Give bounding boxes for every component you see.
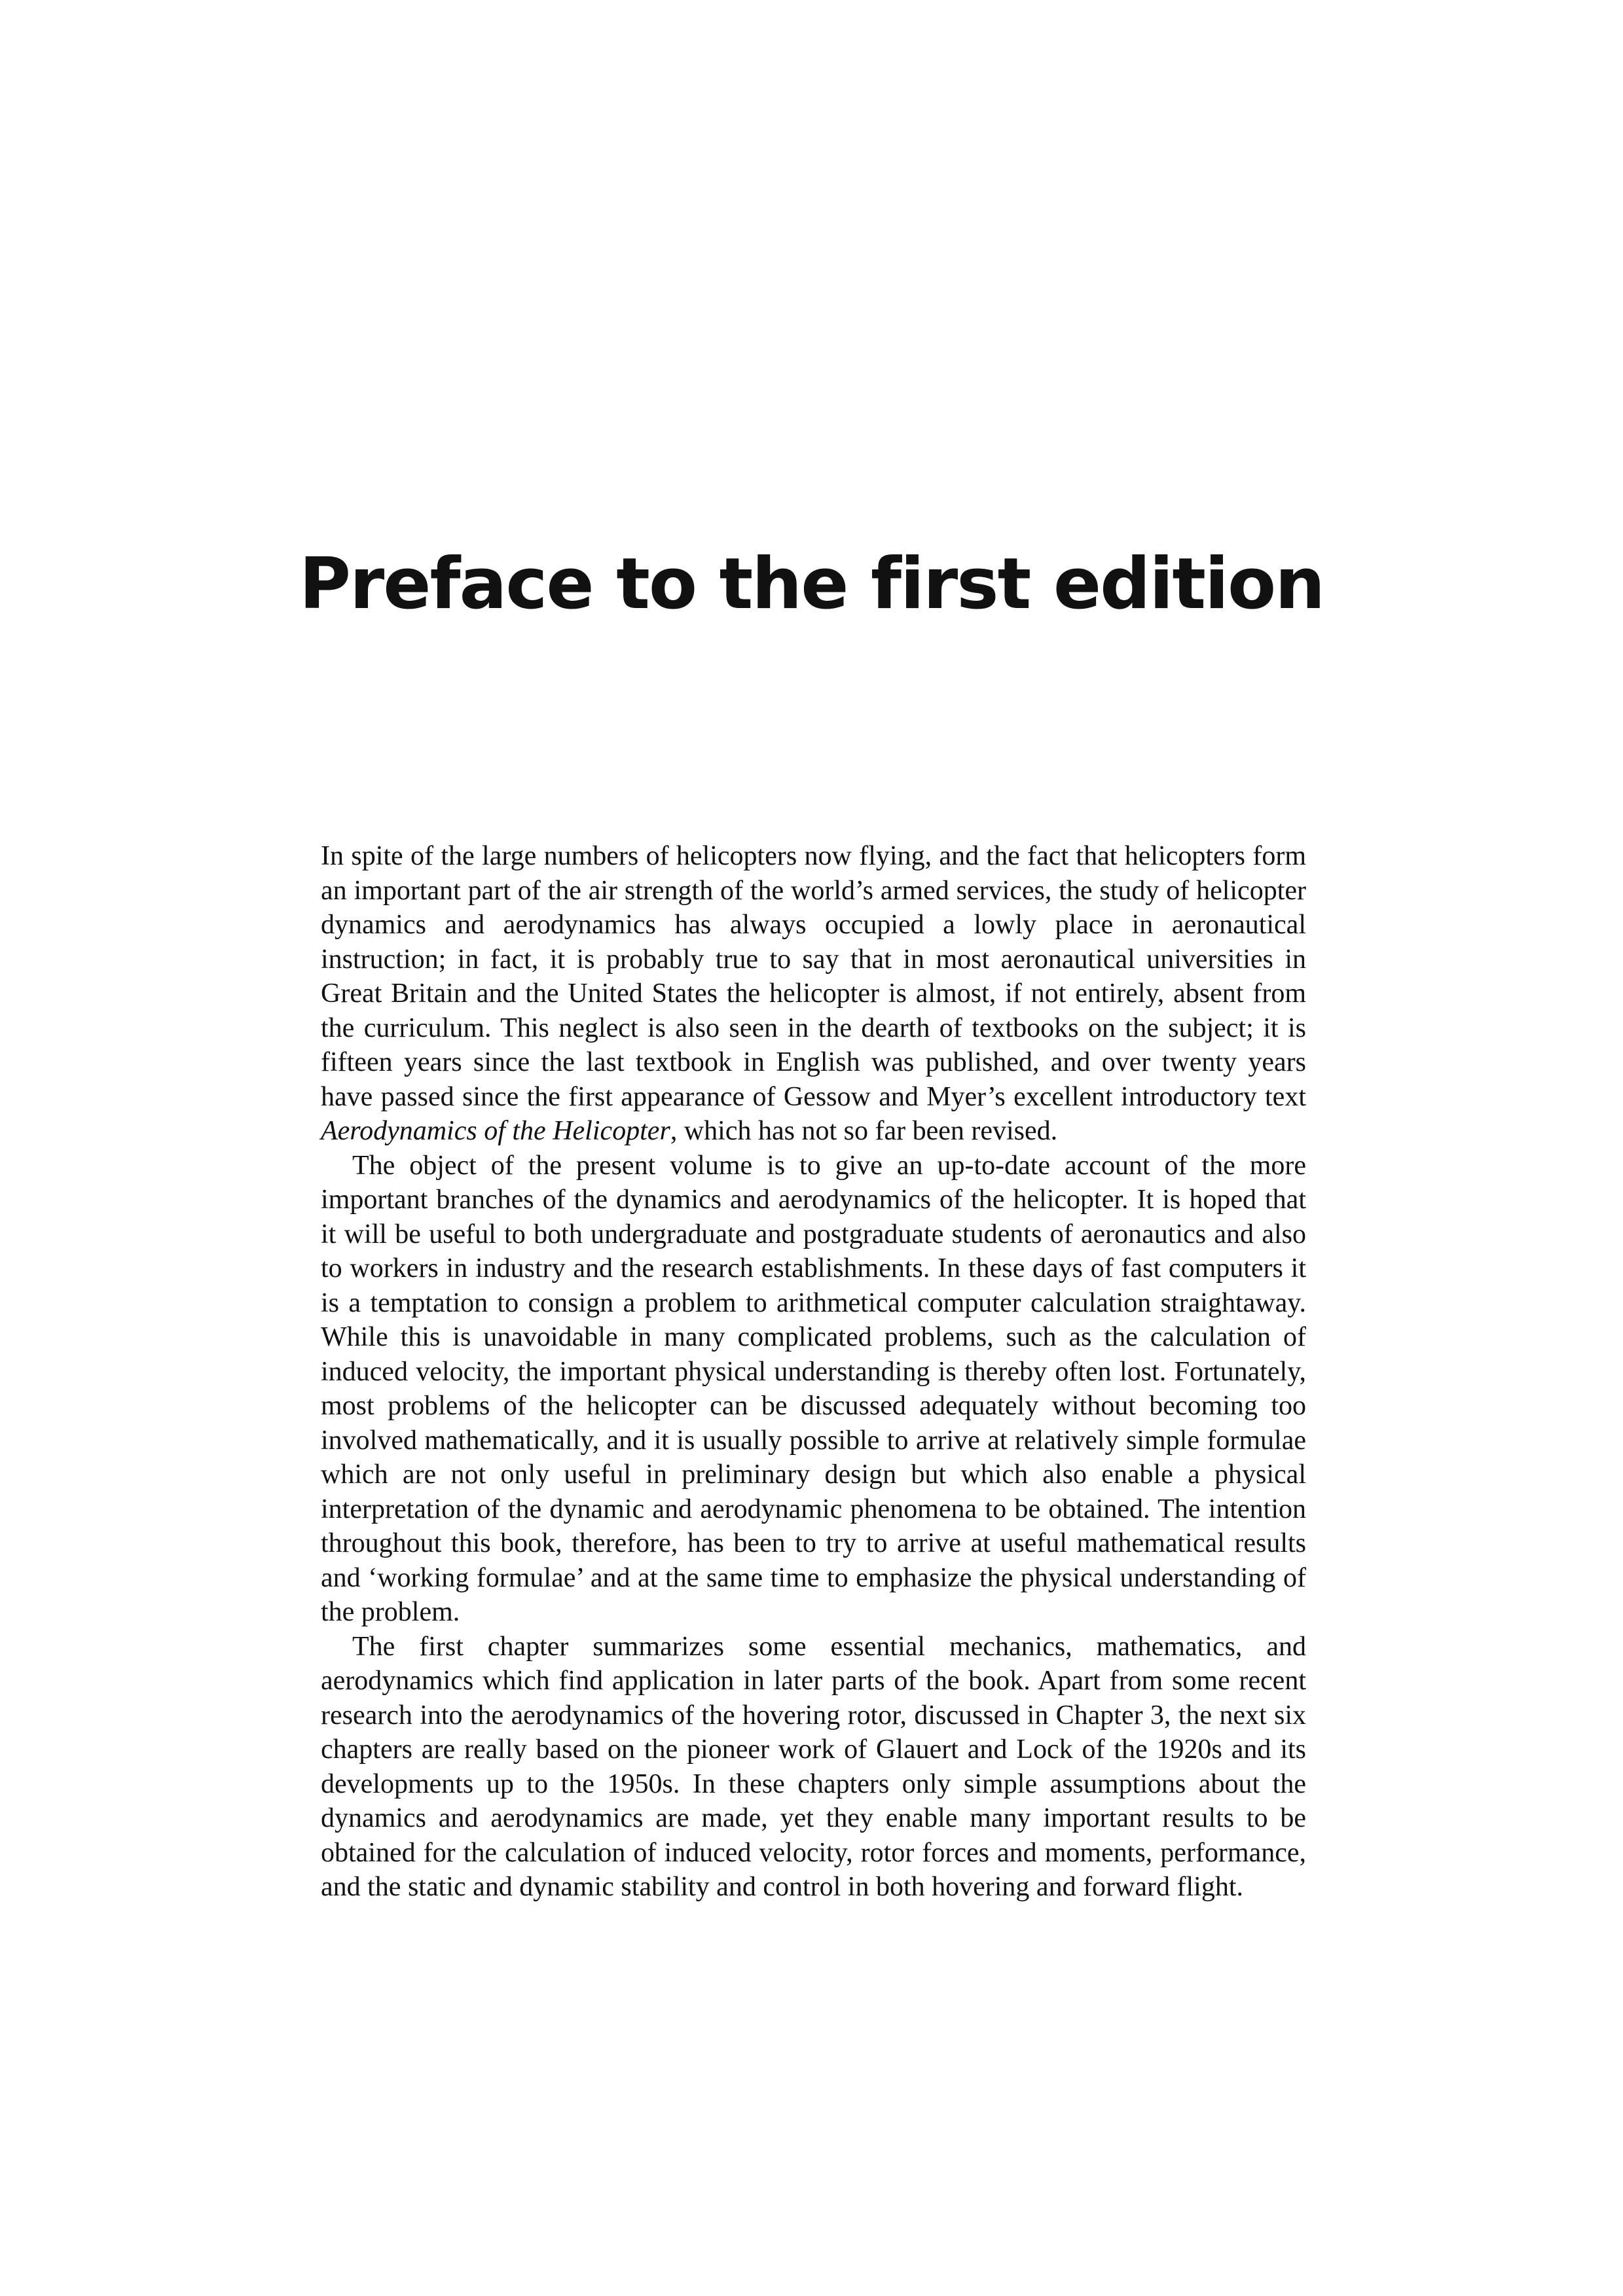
page-title: Preface to the first edition [299, 543, 1324, 625]
paragraph-1 [321, 839, 1306, 1149]
paragraph-2: The object of the present volume is to give an up-to-date account of the more important branches of the dynamics and aerodynamics of the helicopter. It is hoped that it will be useful to both undergraduate and postgraduate students of aeronautics and also to workers in industry and the research establishments. In these days of fast computers it is a temptation to consign a problem to arithmetical computer calculation straightaway. While this is unavoidable in many complicated problems, such as the calculation of induced velocity, the important physical understanding is thereby often lost. Fortunately, most problems of the helicopter can be discussed adequately without becoming too involved mathematically, and it is usually possible to arrive at relatively simple formulae which are not only useful in preliminary design but which also enable a physical interpretation of the dynamic and aerodynamic phenomena to be obtained. The intention throughout this book, therefore, has been to try to arrive at useful mathematical results and ‘working formulae’ and at the same time to emphasize the physical understanding of the problem. [321, 1150, 1306, 1627]
paragraph-1-text-end: , which has not so far been revised. [670, 1116, 1058, 1146]
paragraph-1-text-start: In spite of the large numbers of helicopters now flying, and the fact that helicopters form an important part of the air strength of the world’s armed services, the study of helicopter dynamics and aerodynamics has always occupied a lowly place in aeronautical instruction; in fact, it is probably true to say that in most aeronautical universities in Great Britain and the United States the helicopter is almost, if not entirely, absent from the curriculum. This neglect is also seen in the dearth of textbooks on the subject; it is fifteen years since the last textbook in English was published, and over twenty years have passed since the first appearance of Gessow and Myer’s excellent introductory text [321, 841, 1306, 1112]
preface-body [321, 839, 1306, 1905]
paragraph-3: The first chapter summarizes some essential mechanics, mathematics, and aerodynamics which find application in later parts of the book. Apart from some recent research into the aerodynamics of the hovering rotor, discussed in Chapter 3, the next six chapters are really based on the pioneer work of Glauert and Lock of the 1920s and its developments up to the 1950s. In these chapters only simple assumptions about the dynamics and aerodynamics are made, yet they enable many important results to be obtained for the calculation of induced velocity, rotor forces and moments, performance, and the static and dynamic stability and control in both hovering and forward flight. [321, 1631, 1306, 1902]
book-title-italic: Aerodynamics of the Helicopter [321, 1116, 670, 1146]
